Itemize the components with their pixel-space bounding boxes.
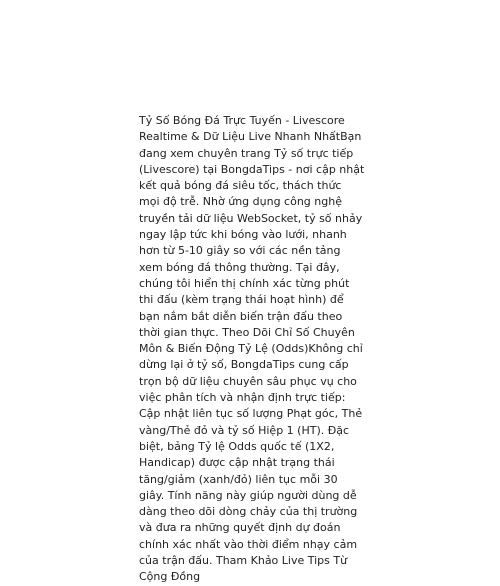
article-text: Tỷ Số Bóng Đá Trực Tuyến - Livescore Realtime & Dữ Liệu Live Nhanh NhấtBạn đang xem chuyên trang Tỷ số trực tiếp (Livescore) tại BongdaTips - nơi cập nhật kết quả bóng đá siêu tốc, thách thức mọi độ trễ. Nhờ ứng dụng công nghệ truyền tải dữ liệu WebSocket, tỷ số nhảy ngay lập tức khi bóng vào lưới, nhanh hơn từ 5-10 giây so với các nền tảng xem bóng đá thông thường. Tại đây, chúng tôi hiển thị chính xác từng phút thi đấu (kèm trạng thái hoạt hình) để bạn nắm bắt diễn biến trận đấu theo thời gian thực. Theo Dõi Chỉ Số Chuyên Môn & Biến Động Tỷ Lệ (Odds)Không chỉ dừng lại ở tỷ số, BongdaTips cung cấp trọn bộ dữ liệu chuyên sâu phục vụ cho việc phân tích và nhận định trực tiếp: Cập nhật liên tục số lượng Phạt góc, Thẻ vàng/Thẻ đỏ và tỷ số Hiệp 1 (HT). Đặc biệt, bảng Tỷ lệ Odds quốc tế (1X2, Handicap) được cập nhật trạng thái tăng/giảm (xanh/đỏ) liên tục mỗi 30 giây. Tính năng này giúp người dùng dễ dàng theo dõi dòng chảy của thị trường và đưa ra những quyết định dự đoán chính xác nhất vào thời điểm nhạy cảm của trận đấu. Tham Khảo Live Tips Từ Cộng Đồng (139, 114, 365, 584)
